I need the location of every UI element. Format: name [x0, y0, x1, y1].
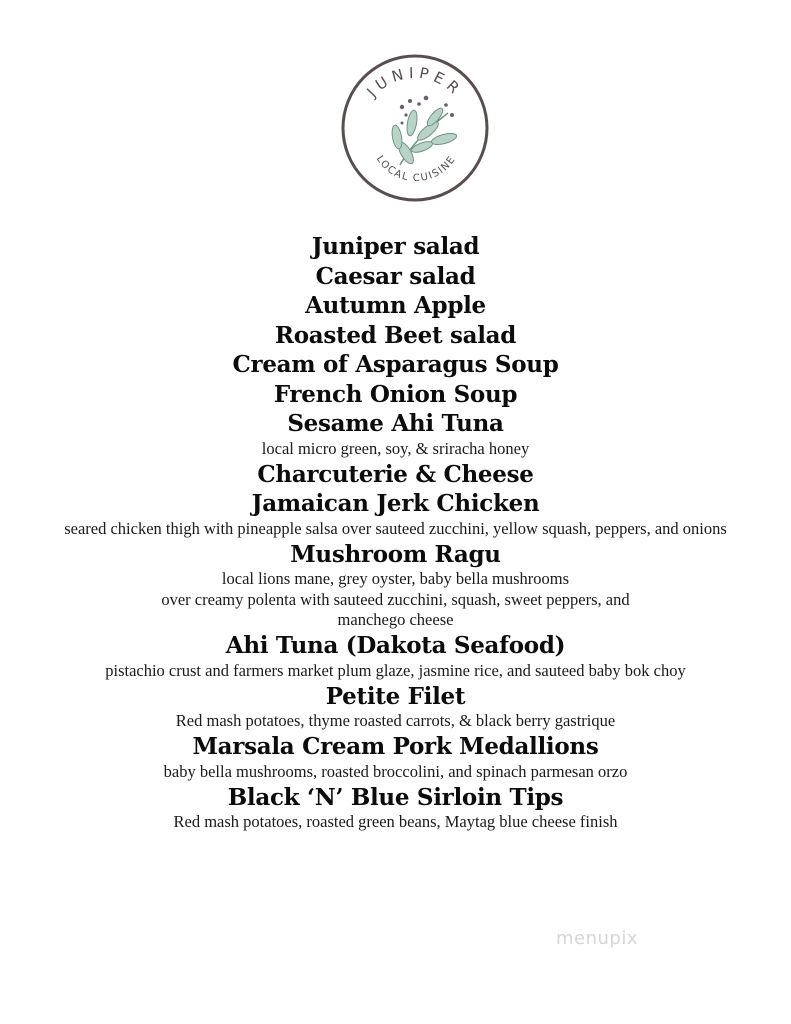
menu-item	[0, 631, 791, 682]
menu-item-title: Ahi Tuna (Dakota Seafood)	[225, 632, 566, 659]
menu-item-description: Red mash potatoes, thyme roasted carrots, & black berry gastrique	[175, 711, 616, 730]
menu-item-description: local lions mane, grey oyster, baby bella mushrooms	[221, 569, 570, 588]
menupix-watermark: menupix	[556, 928, 639, 949]
logo-brand-text: JUNIPER	[363, 63, 467, 101]
menu-item	[0, 732, 791, 783]
juniper-logo	[340, 53, 490, 203]
menu-item-title: Autumn Apple	[305, 292, 486, 319]
menu-item	[0, 262, 791, 292]
logo-tagline-text: LOCAL CUISINE	[373, 153, 459, 185]
menu-item-title: Marsala Cream Pork Medallions	[192, 733, 599, 760]
menu-item-title: Roasted Beet salad	[274, 321, 517, 349]
menu-item-title: French Onion Soup	[273, 380, 518, 408]
menu-item-title: Caesar salad	[315, 262, 476, 290]
menu-item	[0, 321, 791, 351]
menu-item-description: over creamy polenta with sauteed zucchini, squash, sweet peppers, and manchego cheese	[161, 590, 630, 629]
menu-item-description: seared chicken thigh with pineapple salsa over sauteed zucchini, yellow squash, peppers, and onions	[64, 518, 727, 538]
menu-item	[0, 682, 791, 733]
menu-item-title: Sesame Ahi Tuna	[287, 410, 504, 437]
menu-item	[0, 460, 791, 490]
menu-item-title: Petite Filet	[325, 682, 466, 710]
menu-item	[0, 350, 791, 380]
menu-item	[0, 291, 791, 321]
svg-text:LOCAL CUISINE	[374, 154, 459, 184]
menu-item-description: local micro green, soy, & sriracha honey	[261, 438, 530, 458]
menu-item-title: Cream of Asparagus Soup	[232, 351, 559, 378]
menu-item	[0, 409, 791, 460]
menu-item	[0, 783, 791, 834]
menu-item-description: Red mash potatoes, roasted green beans, Maytag blue cheese finish	[173, 812, 618, 831]
menu-item-title: Charcuterie & Cheese	[257, 460, 534, 488]
menu-item	[0, 540, 791, 632]
menu-item-title: Mushroom Ragu	[290, 540, 501, 568]
juniper-logo-icon	[340, 53, 490, 203]
menu-item-description: pistachio crust and farmers market plum glaze, jasmine rice, and sauteed baby bok choy	[105, 660, 686, 680]
menu-list	[0, 232, 791, 833]
menu-item	[0, 232, 791, 262]
menu-item-description: baby bella mushrooms, roasted broccolini, and spinach parmesan orzo	[163, 761, 628, 781]
menu-item	[0, 380, 791, 410]
svg-text:JUNIPER	[363, 64, 467, 101]
menu-item	[0, 489, 791, 540]
menu-item-title: Jamaican Jerk Chicken	[251, 490, 540, 517]
menu-item-title: Black ‘N’ Blue Sirloin Tips	[227, 783, 564, 811]
menu-item-title: Juniper salad	[311, 233, 480, 260]
